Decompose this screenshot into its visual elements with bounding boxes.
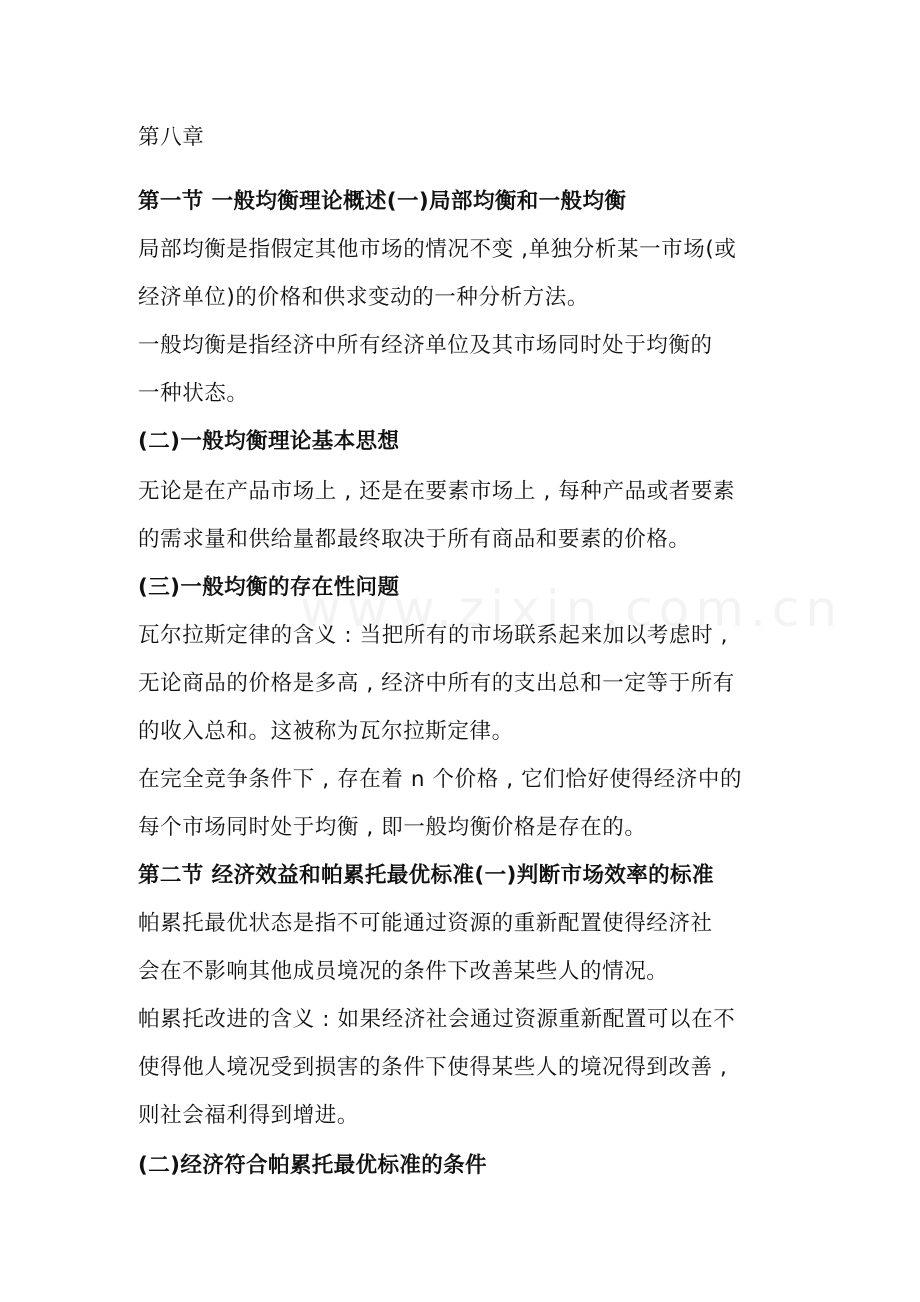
paragraph-line: 的收入总和。这被称为瓦尔拉斯定律。 bbox=[138, 719, 514, 744]
section-heading: 第二节 经济效益和帕累托最优标准(一)判断市场效率的标准 bbox=[138, 863, 714, 888]
paragraph-line: 一种状态。 bbox=[138, 381, 249, 406]
paragraph-line: 每个市场同时处于均衡 , 即一般均衡价格是存在的。 bbox=[138, 815, 647, 840]
paragraph-line: 的需求量和供给量都最终取决于所有商品和要素的价格。 bbox=[138, 527, 691, 552]
paragraph-line: 帕累托改进的含义 : 如果经济社会通过资源重新配置可以在不 bbox=[138, 1007, 736, 1032]
section-heading: 第一节 一般均衡理论概述(一)局部均衡和一般均衡 bbox=[138, 189, 627, 214]
paragraph-line: 经济单位)的价格和供求变动的一种分析方法。 bbox=[138, 285, 589, 310]
watermark bbox=[300, 580, 843, 638]
chapter-title: 第八章 bbox=[138, 125, 205, 150]
subsection-heading: (三)一般均衡的存在性问题 bbox=[138, 575, 400, 600]
subsection-heading: (二)一般均衡理论基本思想 bbox=[138, 429, 400, 454]
paragraph-line: 瓦尔拉斯定律的含义 : 当把所有的市场联系起来加以考虑时 , bbox=[138, 623, 729, 648]
paragraph-line: 无论商品的价格是多高 , 经济中所有的支出总和一定等于所有 bbox=[138, 671, 735, 696]
paragraph-line: 局部均衡是指假定其他市场的情况不变 ,单独分析某一市场(或 bbox=[138, 237, 737, 262]
paragraph-line: 无论是在产品市场上 , 还是在要素市场上 , 每种产品或者要素 bbox=[138, 479, 736, 504]
subsection-heading: (二)经济符合帕累托最优标准的条件 bbox=[138, 1153, 487, 1178]
paragraph-line: 则社会福利得到增进。 bbox=[138, 1103, 360, 1128]
paragraph-line: 会在不影响其他成员境况的条件下改善某些人的情况。 bbox=[138, 959, 669, 984]
paragraph-line: 帕累托最优状态是指不可能通过资源的重新配置使得经济社 bbox=[138, 911, 713, 936]
paragraph-line: 一般均衡是指经济中所有经济单位及其市场同时处于均衡的 bbox=[138, 333, 713, 358]
paragraph-line: 使得他人境况受到损害的条件下使得某些人的境况得到改善 , bbox=[138, 1055, 728, 1080]
paragraph-line: 在完全竞争条件下 , 存在着 n 个价格 , 它们恰好使得经济中的 bbox=[138, 767, 743, 792]
